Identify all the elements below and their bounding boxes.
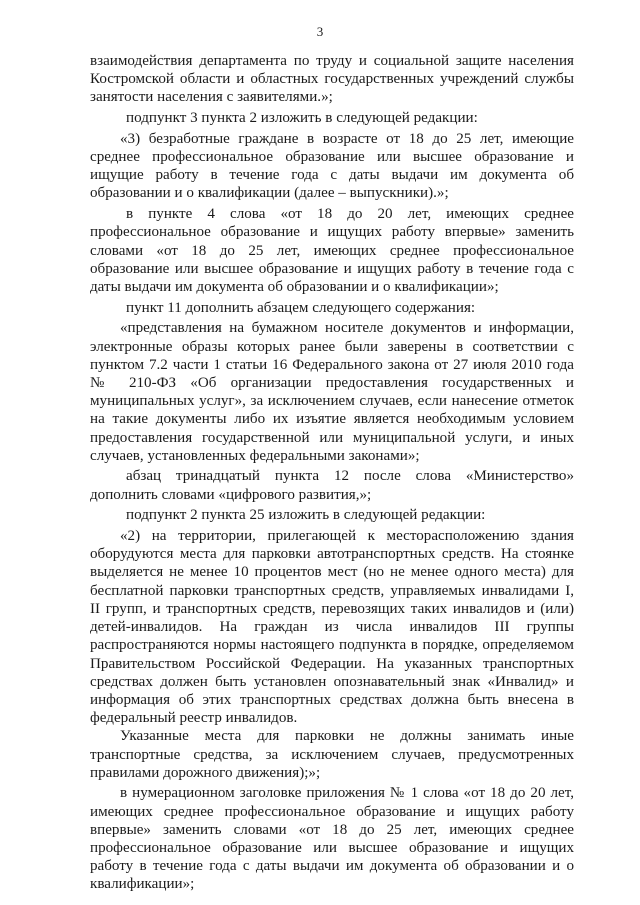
paragraph-amend-appendix-1: в нумерационном заголовке приложения № 1 слова «от 18 до 20 лет, имеющих среднее профессиональное образование и ищущих работу впервые» заменить словами «от 18 до 25 лет, имеющих среднее профессиональное образование или высшее образование и ищущих работу в течение года с даты выдачи им документа об образовании и о квалификации»; <box>90 785 574 893</box>
paragraph-amend-item-25: подпункт 2 пункта 25 изложить в следующей редакции: <box>126 507 486 524</box>
paragraph-parking-places: Указанные места для парковки не должны занимать иные транспортные средства, за исключением случаев, предусмотренных правилами дорожного движения);»; <box>90 728 574 781</box>
paragraph-amend-item-12: абзац тринадцатый пункта 12 после слова «Министерство» дополнить словами «цифрового развития,»; <box>90 468 574 503</box>
paragraph-amend-item-11: пункт 11 дополнить абзацем следующего содержания: <box>126 299 476 316</box>
paragraph-quoted-subitem-3: «3) безработные граждане в возрасте от 18 до 25 лет, имеющие среднее профессиональное образование или высшее образование и ищущие работу в течение года с даты выдачи им документа об образовании и о квалификации (далее – выпускники).»; <box>90 130 574 202</box>
paragraph-quoted-subitem-2: «2) на территории, прилегающей к месторасположению здания оборудуются места для парковки автотранспортных средств. На стоянке выделяется не менее 10 процентов мест (но не менее одного места) для бесплатной парковки транспортных средств, управляемых инвалидами I, II групп, и транспортных средств, перевозящих таких инвалидов и (или) детей-инвалидов. На граждан из числа инвалидов III группы распространяются нормы настоящего подпункта в порядке, определяемом Правительством Российской Федерации. На указанных транспортных средствах должен быть установлен опознавательный знак «Инвалид» и информация об этих транспортных средствах должна быть внесена в федеральный реестр инвалидов. <box>90 528 574 727</box>
page-number: 3 <box>316 24 324 39</box>
paragraph-quoted-item-11: «представления на бумажном носителе документов и информации, электронные образы которых ранее были заверены в соответствии с пунктом 7.2 части 1 статьи 16 Федерального закона от 27 июля 2010 года № 210-ФЗ «Об организации предоставления государственных и муниципальных услуг», за исключением случаев, если нанесение отметок на такие документы либо их изъятие является необходимым условием предоставления государственной или муниципальной услуги, и иных случаев, установленных федеральными законами»; <box>90 320 574 464</box>
paragraph-continuation: взаимодействия департамента по труду и социальной защите населения Костромской области и областных государственных учреждений службы занятости населения с заявителями.»; <box>90 53 574 106</box>
document-body <box>90 52 574 896</box>
paragraph-amend-subitem-3: подпункт 3 пункта 2 изложить в следующей редакции: <box>126 110 478 127</box>
paragraph-amend-item-4: в пункте 4 слова «от 18 до 20 лет, имеющих среднее профессиональное образование и ищущих работу впервые» заменить словами «от 18 до 25 лет, имеющих среднее профессиональное образование или высшее образование и ищущих работу в течение года с даты выдачи им документа об образовании и о квалификации»; <box>90 206 574 295</box>
